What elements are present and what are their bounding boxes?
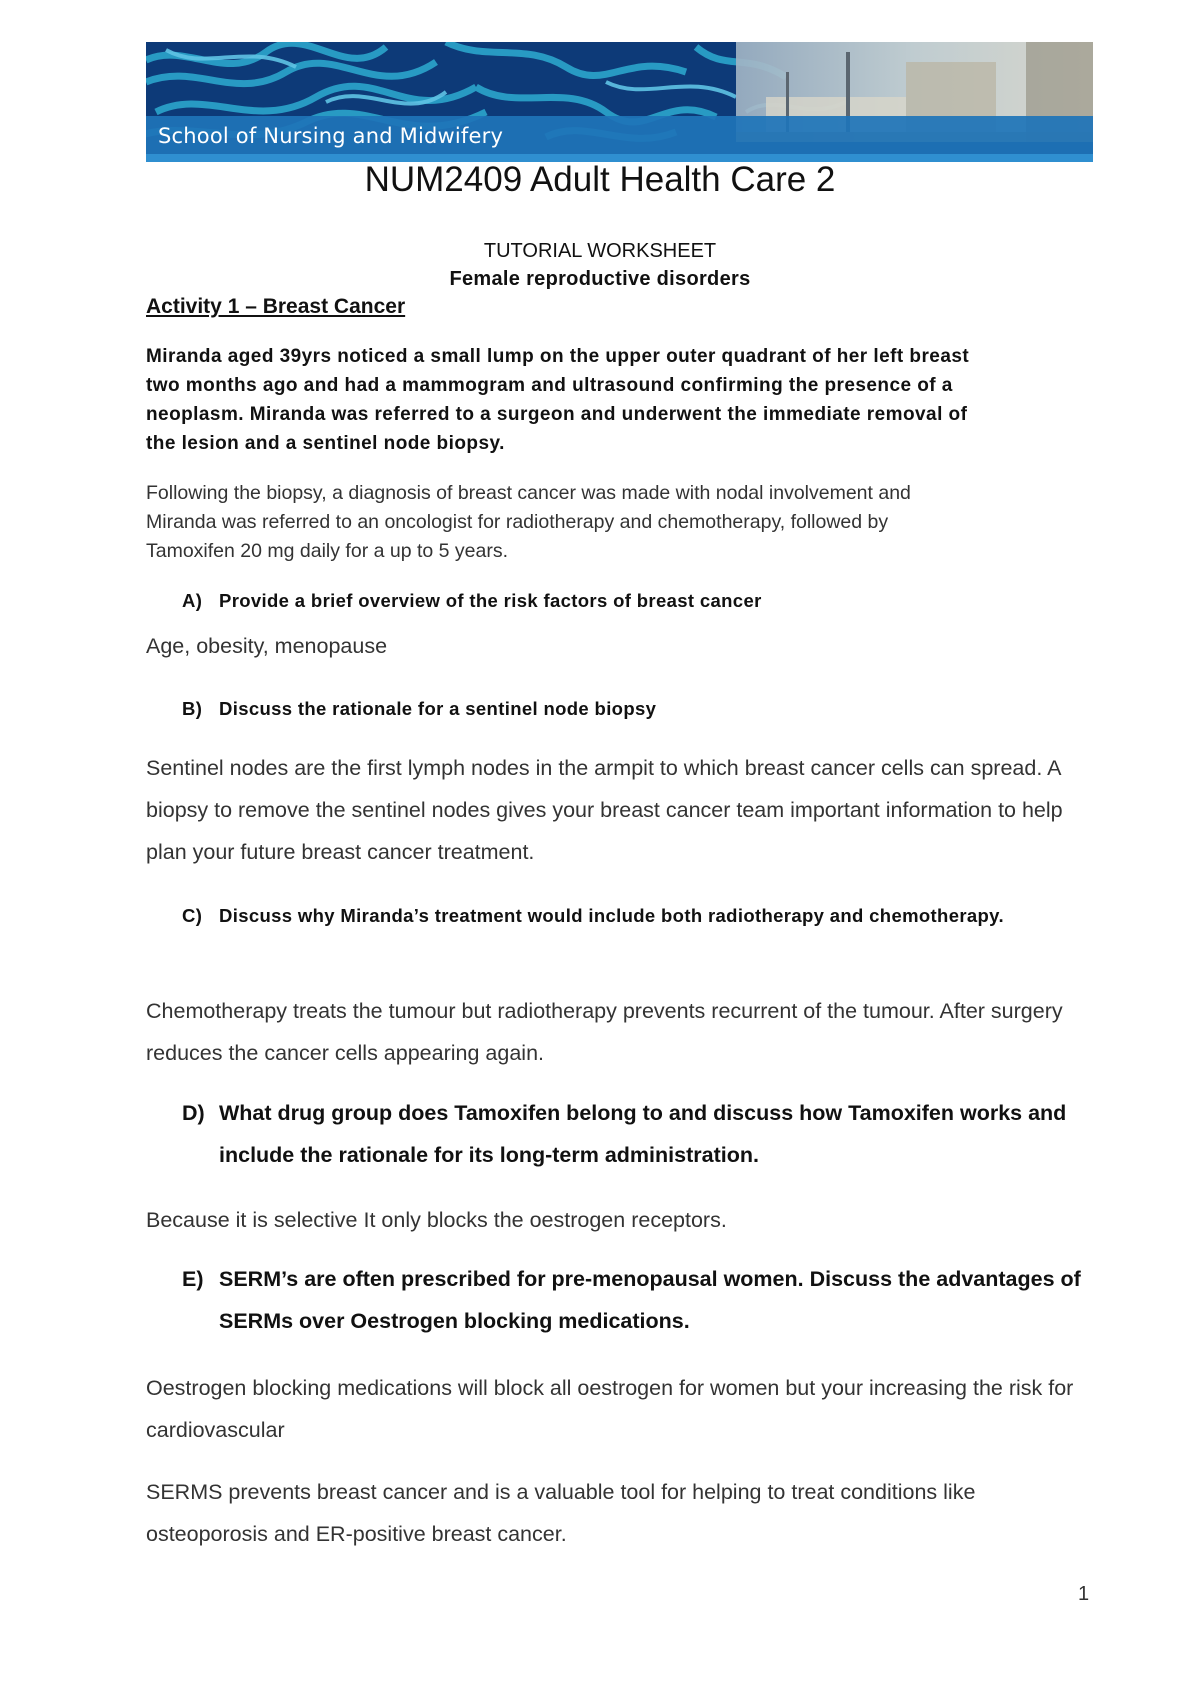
diagnosis-paragraph — [146, 479, 1086, 566]
question-text: Discuss why Miranda’s treatment would include both radiotherapy and chemotherapy. — [219, 905, 1004, 926]
answer-e-part-1: Oestrogen blocking medications will block all oestrogen for women but your increasing the risk for cardiovascular — [146, 1376, 1074, 1442]
followup-line: Miranda was referred to an oncologist for radiotherapy and chemotherapy, followed by — [146, 511, 889, 533]
question-text: What drug group does Tamoxifen belong to and discuss how Tamoxifen works and include the rationale for its long-term administration. — [219, 1101, 1067, 1167]
scenario-line: Miranda aged 39yrs noticed a small lump on the upper outer quadrant of her left breast — [146, 346, 970, 367]
question-c — [182, 897, 1082, 935]
question-letter: A) — [182, 590, 203, 611]
scenario-line: two months ago and had a mammogram and ultrasound confirming the presence of a — [146, 375, 953, 396]
scenario-line: the lesion and a sentinel node biopsy. — [146, 433, 505, 454]
page-number: 1 — [1078, 1583, 1090, 1605]
scenario-line: neoplasm. Miranda was referred to a surgeon and underwent the immediate removal of — [146, 404, 968, 425]
question-text: Discuss the rationale for a sentinel node biopsy — [219, 698, 657, 719]
followup-line: Following the biopsy, a diagnosis of breast cancer was made with nodal involvement and — [146, 482, 911, 504]
question-letter: C) — [182, 905, 203, 926]
answer-a: Age, obesity, menopause — [146, 634, 388, 658]
question-a — [182, 582, 1082, 620]
question-letter: E) — [182, 1267, 204, 1291]
question-d — [182, 1092, 1082, 1176]
question-letter: D) — [182, 1101, 205, 1125]
question-b — [182, 690, 1082, 728]
school-banner — [146, 42, 1093, 162]
question-e — [182, 1258, 1082, 1342]
question-text: SERM’s are often prescribed for pre-menopausal women. Discuss the advantages of SERMs over Oestrogen blocking medications. — [219, 1267, 1081, 1333]
case-scenario — [146, 342, 1086, 458]
followup-line: Tamoxifen 20 mg daily for a up to 5 years. — [146, 540, 509, 562]
worksheet-title: TUTORIAL WORKSHEET — [483, 240, 717, 262]
topic-title: Female reproductive disorders — [449, 268, 751, 290]
answer-b: Sentinel nodes are the first lymph nodes in the armpit to which breast cancer cells can spread. A biopsy to remove the sentinel nodes gives your breast cancer team important information to help plan your future breast cancer treatment. — [146, 756, 1063, 864]
answer-c: Chemotherapy treats the tumour but radiotherapy prevents recurrent of the tumour. After surgery reduces the cancer cells appearing again. — [146, 999, 1063, 1065]
course-title: NUM2409 Adult Health Care 2 — [364, 160, 836, 199]
answer-d: Because it is selective It only blocks the oestrogen receptors. — [146, 1208, 727, 1232]
banner-school-name: School of Nursing and Midwifery — [158, 124, 504, 148]
activity-heading: Activity 1 – Breast Cancer — [146, 295, 406, 318]
question-letter: B) — [182, 698, 203, 719]
answer-e-part-2: SERMS prevents breast cancer and is a valuable tool for helping to treat conditions like osteoporosis and ER-positive breast cancer. — [146, 1480, 976, 1546]
question-text: Provide a brief overview of the risk factors of breast cancer — [219, 590, 762, 611]
